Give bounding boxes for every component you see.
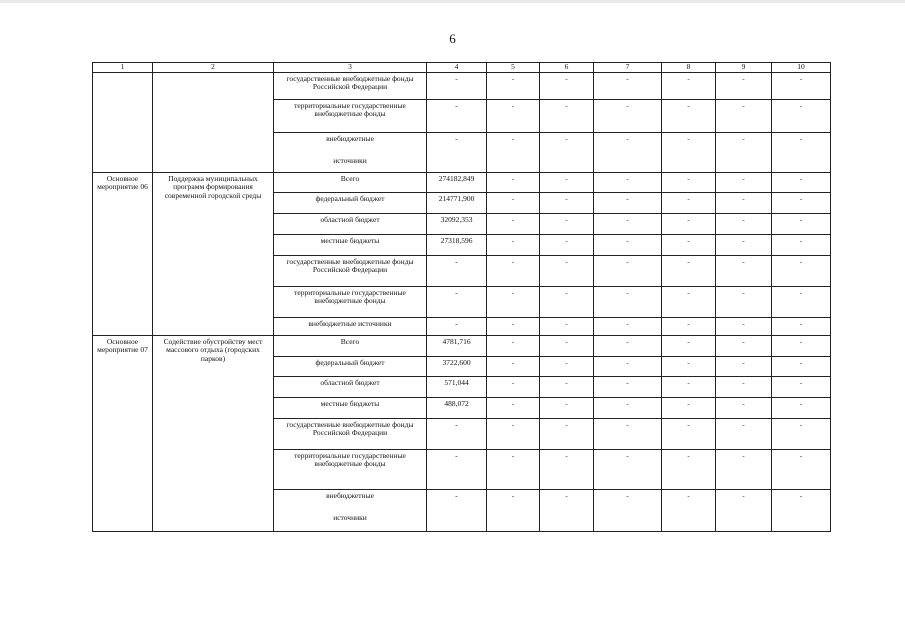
amount-cell: 214771,900: [427, 192, 487, 213]
table-row: [93, 172, 831, 192]
amount-cell: -: [427, 489, 487, 531]
funding-source-label: внебюджетные источники: [308, 318, 392, 328]
empty-value-cell: -: [716, 99, 772, 132]
funding-source-cell: [274, 172, 427, 192]
empty-value-cell: -: [716, 234, 772, 255]
col-header: 2: [153, 63, 274, 73]
funding-source-label: государственные внебюджетные фонды Российской Федерации: [286, 419, 414, 438]
empty-value-cell: -: [716, 418, 772, 449]
empty-value-cell: -: [594, 172, 662, 192]
funding-source-cell: [274, 234, 427, 255]
empty-value-cell: -: [487, 99, 540, 132]
empty-value-cell: -: [540, 489, 594, 531]
funding-source-label: государственные внебюджетные фонды Российской Федерации: [286, 73, 414, 92]
funding-source-cell: [274, 356, 427, 376]
col-header: 10: [772, 63, 831, 73]
empty-value-cell: -: [594, 286, 662, 317]
empty-value-cell: -: [772, 255, 831, 286]
empty-value-cell: -: [540, 335, 594, 356]
funding-source-label: областной бюджет: [320, 214, 380, 224]
empty-value-cell: -: [716, 192, 772, 213]
empty-value-cell: -: [594, 397, 662, 418]
empty-value-cell: -: [662, 172, 716, 192]
empty-value-cell: -: [662, 335, 716, 356]
empty-value-cell: -: [662, 356, 716, 376]
empty-value-cell: -: [662, 213, 716, 234]
col-header: 3: [274, 63, 427, 73]
funding-source-label: территориальные государственные внебюджетные фонды: [294, 100, 406, 119]
empty-value-cell: -: [594, 356, 662, 376]
empty-value-cell: -: [594, 132, 662, 172]
empty-value-cell: -: [540, 376, 594, 397]
empty-value-cell: -: [594, 418, 662, 449]
empty-value-cell: -: [540, 418, 594, 449]
funding-source-cell: [274, 449, 427, 489]
funding-source-label: территориальные государственные внебюджетные фонды: [294, 450, 406, 469]
empty-value-cell: -: [540, 397, 594, 418]
empty-value-cell: -: [594, 99, 662, 132]
empty-value-cell: -: [594, 449, 662, 489]
empty-value-cell: -: [540, 132, 594, 172]
empty-value-cell: -: [716, 286, 772, 317]
empty-value-cell: -: [487, 376, 540, 397]
col-header: 5: [487, 63, 540, 73]
funding-source-cell: [274, 317, 427, 335]
empty-value-cell: -: [716, 335, 772, 356]
empty-value-cell: -: [540, 72, 594, 99]
amount-cell: 571,044: [427, 376, 487, 397]
empty-value-cell: -: [594, 376, 662, 397]
empty-value-cell: -: [487, 213, 540, 234]
amount-cell: -: [427, 132, 487, 172]
description-cell-continued: [153, 72, 274, 172]
page-number: 6: [449, 31, 456, 46]
empty-value-cell: -: [772, 356, 831, 376]
funding-source-cell: [274, 335, 427, 356]
empty-value-cell: -: [487, 335, 540, 356]
empty-value-cell: -: [662, 132, 716, 172]
col-header: 4: [427, 63, 487, 73]
empty-value-cell: -: [594, 213, 662, 234]
empty-value-cell: -: [662, 376, 716, 397]
empty-value-cell: -: [716, 489, 772, 531]
amount-cell: 3722,600: [427, 356, 487, 376]
empty-value-cell: -: [772, 418, 831, 449]
scan-edge: [0, 0, 905, 3]
empty-value-cell: -: [487, 255, 540, 286]
empty-value-cell: -: [662, 72, 716, 99]
empty-value-cell: -: [594, 72, 662, 99]
empty-value-cell: -: [540, 286, 594, 317]
event-cell-continued: [93, 72, 153, 172]
empty-value-cell: -: [716, 397, 772, 418]
empty-value-cell: -: [487, 72, 540, 99]
amount-cell: 32092,353: [427, 213, 487, 234]
col-header: 7: [594, 63, 662, 73]
empty-value-cell: -: [772, 213, 831, 234]
funding-source-label: Всего: [340, 173, 360, 183]
empty-value-cell: -: [716, 72, 772, 99]
amount-cell: -: [427, 449, 487, 489]
empty-value-cell: -: [487, 192, 540, 213]
amount-cell: 4781,716: [427, 335, 487, 356]
funding-source-cell: [274, 489, 427, 531]
empty-value-cell: -: [487, 172, 540, 192]
funding-source-label: государственные внебюджетные фонды Российской Федерации: [286, 256, 414, 275]
budget-table: [92, 62, 831, 532]
empty-value-cell: -: [772, 99, 831, 132]
empty-value-cell: -: [487, 286, 540, 317]
empty-value-cell: -: [487, 418, 540, 449]
funding-source-label: областной бюджет: [320, 377, 380, 387]
empty-value-cell: -: [594, 255, 662, 286]
funding-source-cell: [274, 132, 427, 172]
funding-source-label: местные бюджеты: [320, 235, 380, 245]
event-cell: Основное мероприятие 07: [93, 335, 153, 531]
empty-value-cell: -: [662, 449, 716, 489]
empty-value-cell: -: [772, 132, 831, 172]
empty-value-cell: -: [772, 489, 831, 531]
funding-source-cell: [274, 397, 427, 418]
funding-source-label-cont: источники: [333, 156, 367, 166]
empty-value-cell: -: [594, 335, 662, 356]
col-header: 1: [93, 63, 153, 73]
amount-cell: 27318,596: [427, 234, 487, 255]
empty-value-cell: -: [716, 449, 772, 489]
empty-value-cell: -: [716, 356, 772, 376]
empty-value-cell: -: [772, 376, 831, 397]
amount-cell: -: [427, 317, 487, 335]
empty-value-cell: -: [540, 234, 594, 255]
empty-value-cell: -: [540, 99, 594, 132]
empty-value-cell: -: [716, 317, 772, 335]
empty-value-cell: -: [540, 172, 594, 192]
funding-source-cell: [274, 376, 427, 397]
empty-value-cell: -: [772, 449, 831, 489]
description-cell: Содействие обустройству мест массового отдыха (городских парков): [153, 335, 274, 531]
amount-cell: -: [427, 72, 487, 99]
empty-value-cell: -: [662, 286, 716, 317]
col-header: 8: [662, 63, 716, 73]
empty-value-cell: -: [716, 376, 772, 397]
empty-value-cell: -: [716, 213, 772, 234]
amount-cell: -: [427, 99, 487, 132]
empty-value-cell: -: [594, 234, 662, 255]
funding-source-label: внебюджетные: [326, 133, 374, 143]
empty-value-cell: -: [540, 356, 594, 376]
funding-source-cell: [274, 255, 427, 286]
empty-value-cell: -: [540, 213, 594, 234]
empty-value-cell: -: [487, 132, 540, 172]
empty-value-cell: -: [772, 286, 831, 317]
empty-value-cell: -: [662, 192, 716, 213]
empty-value-cell: -: [716, 172, 772, 192]
empty-value-cell: -: [716, 132, 772, 172]
empty-value-cell: -: [540, 449, 594, 489]
funding-source-cell: [274, 213, 427, 234]
empty-value-cell: -: [662, 317, 716, 335]
funding-source-label: федеральный бюджет: [315, 193, 385, 203]
empty-value-cell: -: [487, 234, 540, 255]
table-row: [93, 335, 831, 356]
funding-source-label: внебюджетные: [326, 490, 374, 500]
empty-value-cell: -: [662, 234, 716, 255]
amount-cell: -: [427, 255, 487, 286]
empty-value-cell: -: [662, 255, 716, 286]
funding-source-cell: [274, 418, 427, 449]
funding-source-label: Всего: [340, 336, 360, 346]
empty-value-cell: -: [772, 397, 831, 418]
table-body: [93, 72, 831, 531]
amount-cell: 274182,849: [427, 172, 487, 192]
amount-cell: -: [427, 286, 487, 317]
funding-source-cell: [274, 99, 427, 132]
empty-value-cell: -: [662, 489, 716, 531]
empty-value-cell: -: [772, 72, 831, 99]
empty-value-cell: -: [716, 255, 772, 286]
funding-source-label: местные бюджеты: [320, 398, 380, 408]
amount-cell: 488,072: [427, 397, 487, 418]
funding-source-cell: [274, 72, 427, 99]
amount-cell: -: [427, 418, 487, 449]
empty-value-cell: -: [540, 192, 594, 213]
empty-value-cell: -: [540, 317, 594, 335]
empty-value-cell: -: [772, 335, 831, 356]
empty-value-cell: -: [594, 489, 662, 531]
empty-value-cell: -: [487, 449, 540, 489]
empty-value-cell: -: [487, 489, 540, 531]
empty-value-cell: -: [487, 397, 540, 418]
empty-value-cell: -: [662, 397, 716, 418]
funding-source-label: федеральный бюджет: [315, 357, 385, 367]
description-cell: Поддержка муниципальных программ формирования современной городской среды: [153, 172, 274, 335]
funding-source-cell: [274, 192, 427, 213]
empty-value-cell: -: [540, 255, 594, 286]
col-header: 9: [716, 63, 772, 73]
event-cell: Основное мероприятие 06: [93, 172, 153, 335]
empty-value-cell: -: [772, 317, 831, 335]
table-row: [93, 72, 831, 99]
empty-value-cell: -: [594, 317, 662, 335]
empty-value-cell: -: [594, 192, 662, 213]
header-row: [93, 63, 831, 73]
empty-value-cell: -: [772, 192, 831, 213]
empty-value-cell: -: [772, 172, 831, 192]
funding-source-cell: [274, 286, 427, 317]
empty-value-cell: -: [487, 317, 540, 335]
empty-value-cell: -: [772, 234, 831, 255]
col-header: 6: [540, 63, 594, 73]
empty-value-cell: -: [662, 418, 716, 449]
empty-value-cell: -: [487, 356, 540, 376]
funding-source-label: территориальные государственные внебюджетные фонды: [294, 287, 406, 306]
empty-value-cell: -: [662, 99, 716, 132]
funding-source-label-cont: источники: [333, 513, 367, 523]
